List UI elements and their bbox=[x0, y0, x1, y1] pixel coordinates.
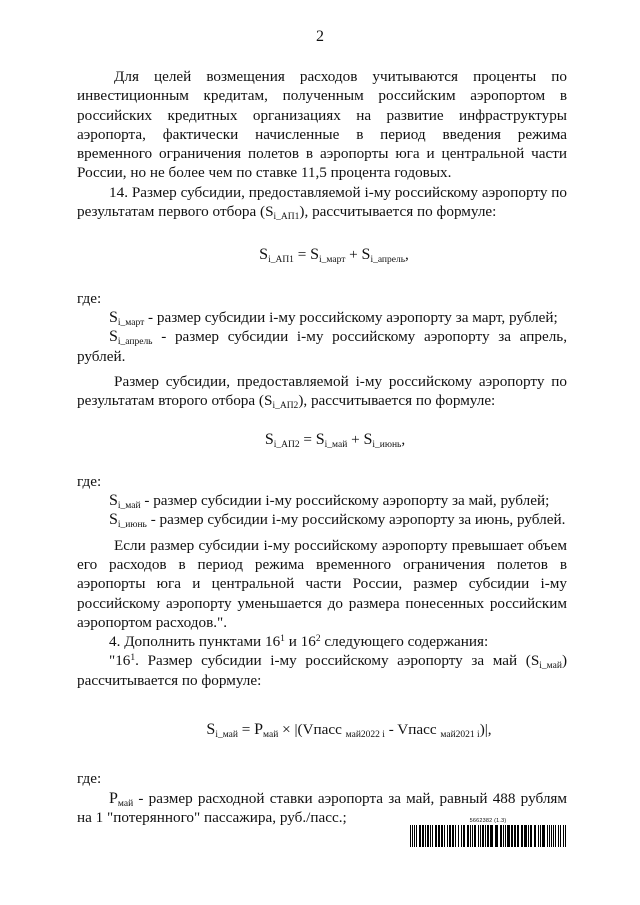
paragraph-4 bbox=[77, 632, 567, 651]
formula-subscript: i_апрель bbox=[370, 255, 406, 266]
subscript: май bbox=[117, 798, 134, 809]
formula-punct: , bbox=[405, 246, 409, 264]
formula-text: × |(Vпасс bbox=[278, 721, 346, 739]
paragraph-text-c: ) рассчитывается по формуле: bbox=[77, 652, 567, 689]
formula-subscript: i_АП2 bbox=[273, 440, 300, 451]
formula-punct: , bbox=[401, 431, 406, 449]
formula-text: )|, bbox=[479, 721, 492, 739]
subscript: i_апрель bbox=[117, 337, 153, 348]
formula-operator: + bbox=[345, 246, 362, 264]
paragraph-text-b: . Размер субсидии i-му российскому аэропорту за май (S bbox=[135, 652, 540, 670]
formula-symbol: S bbox=[310, 246, 320, 264]
paragraph-second-selection bbox=[77, 372, 567, 411]
paragraph-text-b: ), рассчитывается по формуле: bbox=[298, 392, 496, 410]
formula-symbol: P bbox=[109, 789, 118, 807]
paragraph-interest-costs: Для целей возмещения расходов учитываются проценты по инвестиционным кредитам, полученным российским аэропортом в российских кредитных организациях на развитие инфраструктуры аэропорта, фактически начисленные в период введения режима временного ограничения полетов в аэропорты юга и центральной части России, но не более чем по ставке 11,5 процента годовых. bbox=[77, 68, 567, 182]
formula-subscript: i_март bbox=[319, 255, 346, 266]
definition-march bbox=[77, 308, 567, 327]
definition-text: - размер субсидии i-му российскому аэропорту за апрель, рублей. bbox=[77, 328, 567, 365]
formula-operator: = bbox=[237, 721, 255, 739]
where-label: где: bbox=[77, 770, 102, 788]
barcode-block bbox=[410, 818, 566, 847]
formula-symbol: S bbox=[363, 431, 373, 449]
barcode-icon bbox=[410, 825, 566, 847]
definition-june bbox=[77, 510, 567, 529]
definition-text: - размер субсидии i-му российскому аэропорту за май, рублей; bbox=[140, 492, 550, 510]
formula-subscript: май bbox=[263, 730, 279, 741]
definition-may bbox=[77, 491, 567, 510]
barcode-number: 5662382 (1.3) bbox=[469, 818, 507, 824]
paragraph-text-c: следующего содержания: bbox=[320, 633, 489, 651]
formula-subscript: май2022 i bbox=[345, 730, 385, 741]
superscript: 1 bbox=[280, 634, 285, 645]
definition-text: - размер субсидии i-му российскому аэропорту за март, рублей; bbox=[144, 308, 558, 326]
subscript: i_март bbox=[117, 317, 145, 328]
formula-symbol: S bbox=[361, 246, 371, 264]
document-body bbox=[77, 67, 567, 827]
formula-operator: = bbox=[299, 431, 316, 449]
formula-subscript: i_июнь bbox=[372, 440, 402, 451]
formula-symbol: S bbox=[259, 246, 269, 264]
formula-symbol: S bbox=[264, 431, 274, 449]
formula-second-selection bbox=[77, 430, 567, 449]
paragraph-14 bbox=[77, 183, 567, 222]
paragraph-text-a: 4. Дополнить пунктами 16 bbox=[109, 633, 281, 651]
formula-subscript: май2021 i bbox=[440, 730, 480, 741]
subscript: i_июнь bbox=[117, 520, 147, 531]
definition-april bbox=[77, 327, 567, 366]
subscript: i_АП1 bbox=[273, 212, 300, 223]
formula-text: - Vпасс bbox=[384, 721, 441, 739]
formula-operator: + bbox=[347, 431, 364, 449]
formula-subscript: i_май bbox=[215, 730, 238, 741]
formula-symbol: S bbox=[109, 492, 118, 510]
formula-symbol: S bbox=[109, 308, 118, 326]
paragraph-excess: Если размер субсидии i-му российскому аэропорту превышает объем его расходов в период режима временного ограничения полетов в аэропорты юга и центральной части России, размер субсидии i-му российскому аэропорту уменьшается до размера понесенных российским аэропортом расходов.". bbox=[77, 536, 567, 631]
subscript: i_май bbox=[117, 501, 141, 512]
paragraph-14-text-a: 14. Размер субсидии, предоставляемой i-му российскому аэропорту по результатам первого отбора (S bbox=[77, 183, 567, 221]
subscript: i_АП2 bbox=[272, 401, 299, 412]
paragraph-text-a: "16 bbox=[109, 652, 131, 670]
paragraph-14-text-b: ), рассчитывается по формуле: bbox=[299, 203, 497, 221]
superscript: 2 bbox=[315, 634, 321, 645]
formula-symbol: S bbox=[109, 328, 118, 346]
formula-operator: = bbox=[293, 246, 311, 264]
formula-symbol: S bbox=[206, 721, 216, 739]
where-label: где: bbox=[77, 289, 102, 307]
formula-subscript: i_май bbox=[324, 440, 348, 451]
page-number: 2 bbox=[316, 28, 324, 45]
paragraph-16-1 bbox=[77, 651, 567, 690]
formula-subscript: i_АП1 bbox=[268, 255, 294, 266]
superscript: 1 bbox=[130, 653, 136, 664]
paragraph-text-b: и 16 bbox=[284, 633, 316, 651]
formula-symbol: S bbox=[315, 431, 325, 449]
formula-symbol: S bbox=[109, 511, 118, 529]
formula-may bbox=[77, 720, 567, 739]
formula-first-selection bbox=[77, 245, 567, 264]
definition-text: - размер расходной ставки аэропорта за май, равный 488 рублям на 1 "потерянного" пассажира, руб./пасс.; bbox=[77, 789, 567, 826]
definition-text: - размер субсидии i-му российскому аэропорту за июнь, рублей. bbox=[146, 511, 566, 529]
formula-symbol: P bbox=[254, 721, 264, 739]
subscript: i_май bbox=[539, 661, 562, 672]
where-label: где: bbox=[77, 472, 102, 490]
paragraph-text-a: Размер субсидии, предоставляемой i-му российскому аэропорту по результатам второго отбора (S bbox=[77, 372, 567, 410]
